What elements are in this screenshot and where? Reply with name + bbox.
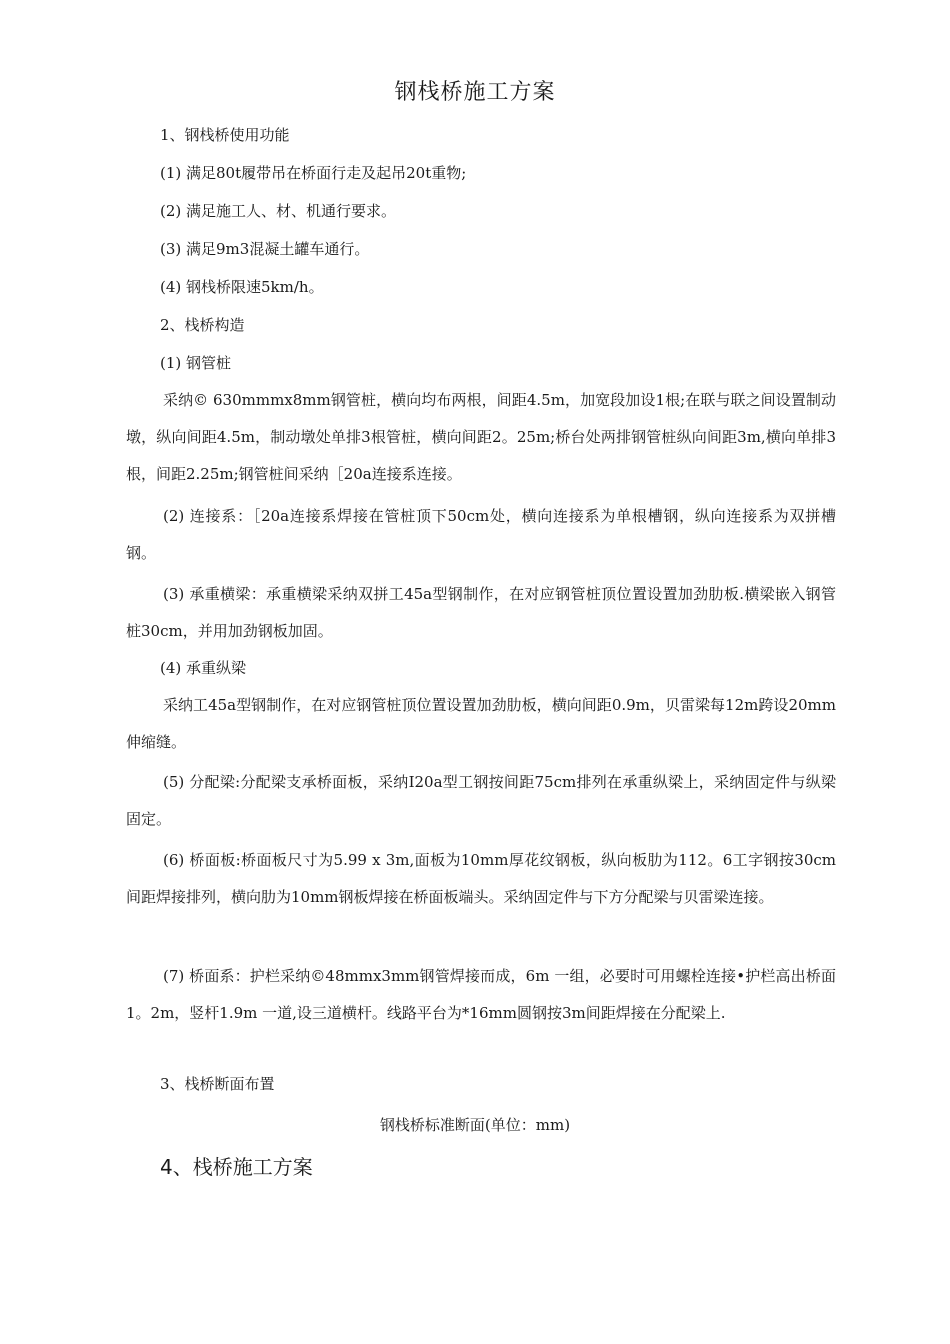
section-2-sub4-body: 采纳工45a型钢制作，在对应钢管桩顶位置设置加劲肋板，横向间距0.9m，贝雷梁每12m跨设20mm伸缩缝。 — [126, 696, 836, 751]
section-2-sub3-paragraph: (3) 承重横梁：承重横梁采纳双拼工45a型钢制作，在对应钢管桩顶位置设置加劲肋板.横梁嵌入钢管桩30cm，并用加劲钢板加固。 — [126, 585, 836, 640]
section-3-heading: 3、栈桥断面布置 — [160, 1075, 275, 1093]
section-2-sub6-paragraph: (6) 桥面板:桥面板尺寸为5.99 x 3m,面板为10mm厚花纹钢板，纵向板肋为112。6工字钢按30cm间距焊接排列，横向肋为10mm钢板焊接在桥面板端头。采纳固定件与下方分配梁与贝雷梁连接。 — [126, 851, 836, 906]
document-title: 钢栈桥施工方案 — [394, 80, 556, 105]
section-2-sub5-paragraph: (5) 分配梁:分配梁支承桥面板，采纳I20a型工钢按间距75cm排列在承重纵梁上，采纳固定件与纵梁固定。 — [126, 773, 836, 828]
section-2-sub2-paragraph: (2) 连接系：［20a连接系焊接在管桩顶下50cm处，横向连接系为单根槽钢，纵向连接系为双拼槽钢。 — [126, 507, 836, 562]
section-2-sub1-body: 采纳© 630mmmx8mm钢管桩，横向均布两根，间距4.5m，加宽段加设1根;在联与联之间设置制动墩，纵向间距4.5m，制动墩处单排3根管桩，横向间距2。25m;桥台处两排钢管桩纵向间距3m,横向单排3根，间距2.25m;钢管桩间采纳［20a连接系连接。 — [126, 391, 836, 483]
section-1-heading: 1、钢栈桥使用功能 — [160, 126, 290, 144]
section-2-sub1-heading: (1) 钢管桩 — [160, 354, 232, 372]
section-1-item-4: (4) 钢栈桥限速5km/h。 — [160, 278, 324, 296]
section-4-heading: 4、栈桥施工方案 — [160, 1155, 313, 1179]
section-1-item-3: (3) 满足9m3混凝土罐车通行。 — [160, 240, 370, 258]
section-2-sub4-heading: (4) 承重纵梁 — [160, 659, 247, 677]
figure-caption: 钢栈桥标准断面(单位：mm) — [379, 1116, 571, 1134]
section-1-item-2: (2) 满足施工人、材、机通行要求。 — [160, 202, 397, 220]
section-2-heading: 2、栈桥构造 — [160, 316, 245, 334]
section-1-item-1: (1) 满足80t履带吊在桥面行走及起吊20t重物; — [160, 164, 467, 182]
section-2-sub7-paragraph: (7) 桥面系：护栏采纳©48mmx3mm钢管焊接而成，6m 一组，必要时可用螺栓连接•护栏高出桥面1。2m，竖杆1.9m 一道,设三道横杆。线路平台为*16mm圆钢按3m间距焊接在分配梁上. — [126, 967, 836, 1022]
